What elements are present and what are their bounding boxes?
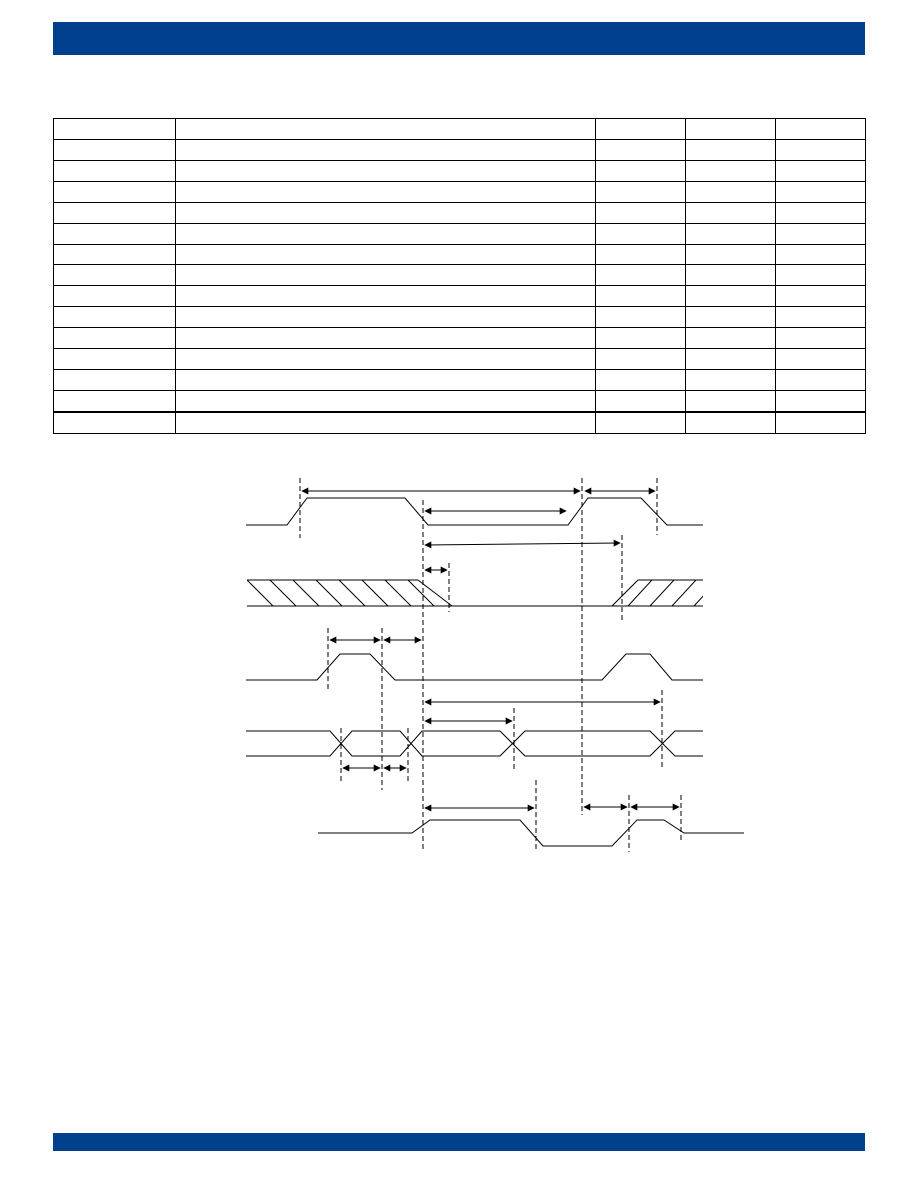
table-cell (176, 119, 596, 140)
table-row (54, 370, 866, 391)
table-row (54, 265, 866, 286)
table-cell (596, 390, 686, 411)
table-row (54, 349, 866, 370)
table-cell (596, 244, 686, 265)
table-cell (776, 307, 866, 328)
table-cell (776, 390, 866, 411)
table-cell (54, 119, 176, 140)
table-cell (596, 181, 686, 202)
table-cell (596, 307, 686, 328)
table-cell (776, 349, 866, 370)
table-cell (54, 160, 176, 181)
table-cell (686, 202, 776, 223)
header-bar (53, 22, 865, 55)
timing-parameter-table (53, 118, 866, 434)
table-row (54, 202, 866, 223)
table-cell (54, 202, 176, 223)
table-cell (686, 349, 776, 370)
table-cell (596, 286, 686, 307)
table-cell (176, 244, 596, 265)
table-cell (54, 390, 176, 411)
table-cell (776, 370, 866, 391)
table-cell (176, 181, 596, 202)
table-cell (596, 139, 686, 160)
table-cell (686, 390, 776, 411)
timing-diagram (0, 460, 918, 860)
table-cell (776, 202, 866, 223)
table-cell (54, 181, 176, 202)
table-cell (686, 139, 776, 160)
table-cell (776, 181, 866, 202)
table-cell (686, 160, 776, 181)
table-cell (176, 307, 596, 328)
footer-bar (53, 1133, 865, 1151)
table-cell (596, 349, 686, 370)
table-cell (776, 244, 866, 265)
table-cell (176, 328, 596, 349)
table-row (54, 390, 866, 411)
table-cell (596, 412, 686, 434)
table-cell (596, 328, 686, 349)
table-cell (686, 244, 776, 265)
waveform-4 (246, 731, 703, 756)
table-cell (776, 328, 866, 349)
table-cell (54, 307, 176, 328)
table-cell (686, 181, 776, 202)
table-row (54, 139, 866, 160)
table-cell (776, 223, 866, 244)
table-cell (596, 265, 686, 286)
table-cell (54, 412, 176, 434)
table-cell (54, 349, 176, 370)
table-cell (596, 370, 686, 391)
table-cell (776, 412, 866, 434)
table-cell (54, 265, 176, 286)
waveform-5 (318, 820, 744, 846)
table-cell (176, 390, 596, 411)
table-cell (54, 223, 176, 244)
table-cell (776, 139, 866, 160)
table-cell (686, 223, 776, 244)
table-cell (596, 202, 686, 223)
table-row (54, 244, 866, 265)
timing-arrow (425, 543, 620, 545)
table-cell (686, 307, 776, 328)
table-row (54, 286, 866, 307)
table-cell (596, 160, 686, 181)
table-cell (54, 286, 176, 307)
table-cell (176, 370, 596, 391)
table-cell (686, 119, 776, 140)
table-cell (176, 160, 596, 181)
table-cell (176, 139, 596, 160)
table-cell (686, 370, 776, 391)
table-cell (596, 119, 686, 140)
table-cell (776, 119, 866, 140)
table-cell (776, 286, 866, 307)
table-cell (596, 223, 686, 244)
table-cell (176, 286, 596, 307)
table-cell (776, 160, 866, 181)
table-cell (176, 412, 596, 434)
table-cell (776, 265, 866, 286)
table-cell (686, 286, 776, 307)
table-cell (54, 244, 176, 265)
table-cell (54, 328, 176, 349)
table-row (54, 181, 866, 202)
table-row (54, 328, 866, 349)
table-cell (54, 139, 176, 160)
table-row (54, 412, 866, 434)
waveform-2 (247, 580, 718, 606)
table-cell (176, 202, 596, 223)
table-row (54, 160, 866, 181)
table-cell (686, 265, 776, 286)
table-cell (176, 349, 596, 370)
table-cell (54, 370, 176, 391)
waveform-3 (246, 654, 703, 680)
table-cell (176, 265, 596, 286)
table-row (54, 307, 866, 328)
table-cell (176, 223, 596, 244)
table-row (54, 223, 866, 244)
table-cell (686, 328, 776, 349)
table-row (54, 119, 866, 140)
table-cell (686, 412, 776, 434)
